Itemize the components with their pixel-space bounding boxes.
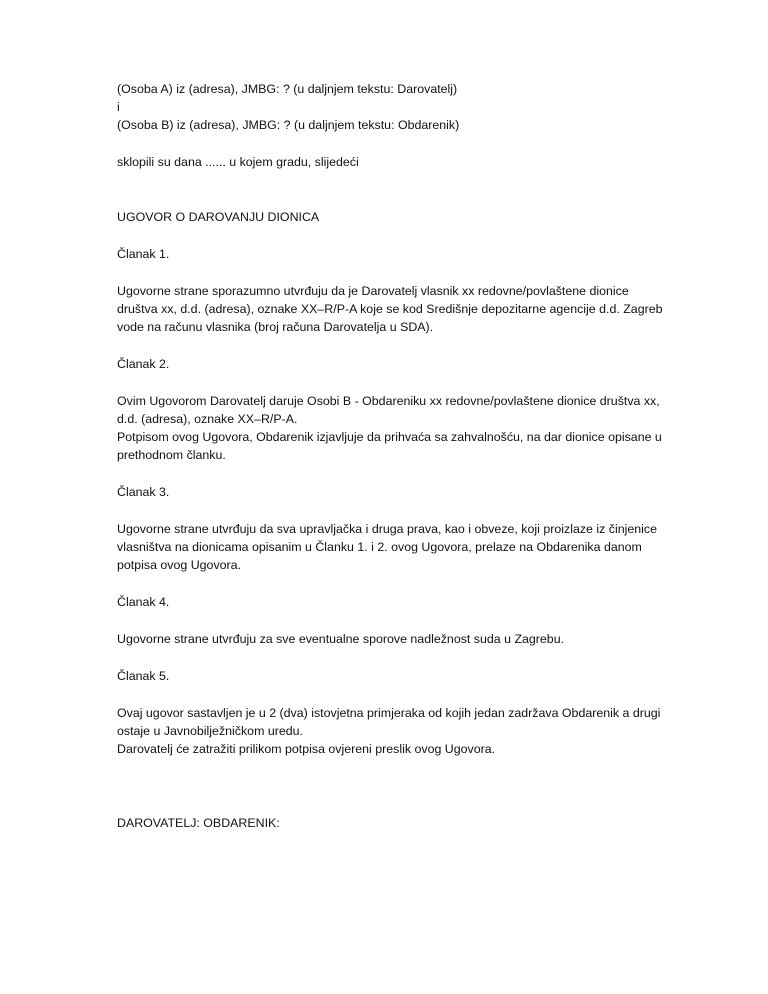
article-3-line: Ugovorne strane utvrđuju da sva upravljačka i druga prava, kao i obveze, koji proizlaze iz činjenice [117, 522, 657, 536]
article-5-line: Ovaj ugovor sastavljen je u 2 (dva) istovjetna primjeraka od kojih jedan zadržava Obdarenik a drugi [117, 706, 661, 720]
article-4-heading: Članak 4. [117, 595, 170, 609]
article-5-heading: Članak 5. [117, 669, 170, 683]
article-2-line: prethodnom članku. [117, 448, 226, 462]
article-1-line: društva xx, d.d. (adresa), oznake XX–R/P-A koje se kod Središnje depozitarne agencije d.d. Zagreb [117, 302, 663, 316]
article-3-line: vlasništva na dionicama opisanim u Članku 1. i 2. ovog Ugovora, prelaze na Obdarenika danom [117, 540, 642, 554]
intro-text: sklopili su dana ...... u kojem gradu, slijedeći [117, 155, 359, 169]
article-4-line: Ugovorne strane utvrđuju za sve eventualne sporove nadležnost suda u Zagrebu. [117, 632, 565, 646]
article-1-heading: Članak 1. [117, 247, 170, 261]
article-1-line: vode na računu vlasnika (broj računa Darovatelja u SDA). [117, 320, 434, 334]
article-2-heading: Članak 2. [117, 357, 170, 371]
article-2-line: Potpisom ovog Ugovora, Obdarenik izjavljuje da prihvaća sa zahvalnošću, na dar dionice opisane u [117, 430, 662, 444]
article-5-line: Darovatelj će zatražiti prilikom potpisa ovjereni preslik ovog Ugovora. [117, 742, 496, 756]
article-3-line: potpisa ovog Ugovora. [117, 558, 241, 572]
article-2-line: d.d. (adresa), oznake XX–R/P-A. [117, 412, 298, 426]
party-conjunction: i [117, 100, 120, 114]
article-1-line: Ugovorne strane sporazumno utvrđuju da je Darovatelj vlasnik xx redovne/povlaštene dionice [117, 284, 629, 298]
party-donor: (Osoba A) iz (adresa), JMBG: ? (u daljnjem tekstu: Darovatelj) [117, 82, 458, 96]
party-recipient: (Osoba B) iz (adresa), JMBG: ? (u daljnjem tekstu: Obdarenik) [117, 118, 460, 132]
article-2-line: Ovim Ugovorom Darovatelj daruje Osobi B - Obdareniku xx redovne/povlaštene dionice društva xx, [117, 394, 660, 408]
document-title: UGOVOR O DAROVANJU DIONICA [117, 210, 320, 224]
article-5-line: ostaje u Javnobilježničkom uredu. [117, 724, 303, 738]
article-3-heading: Članak 3. [117, 485, 170, 499]
signature-labels: DAROVATELJ: OBDARENIK: [117, 816, 280, 830]
